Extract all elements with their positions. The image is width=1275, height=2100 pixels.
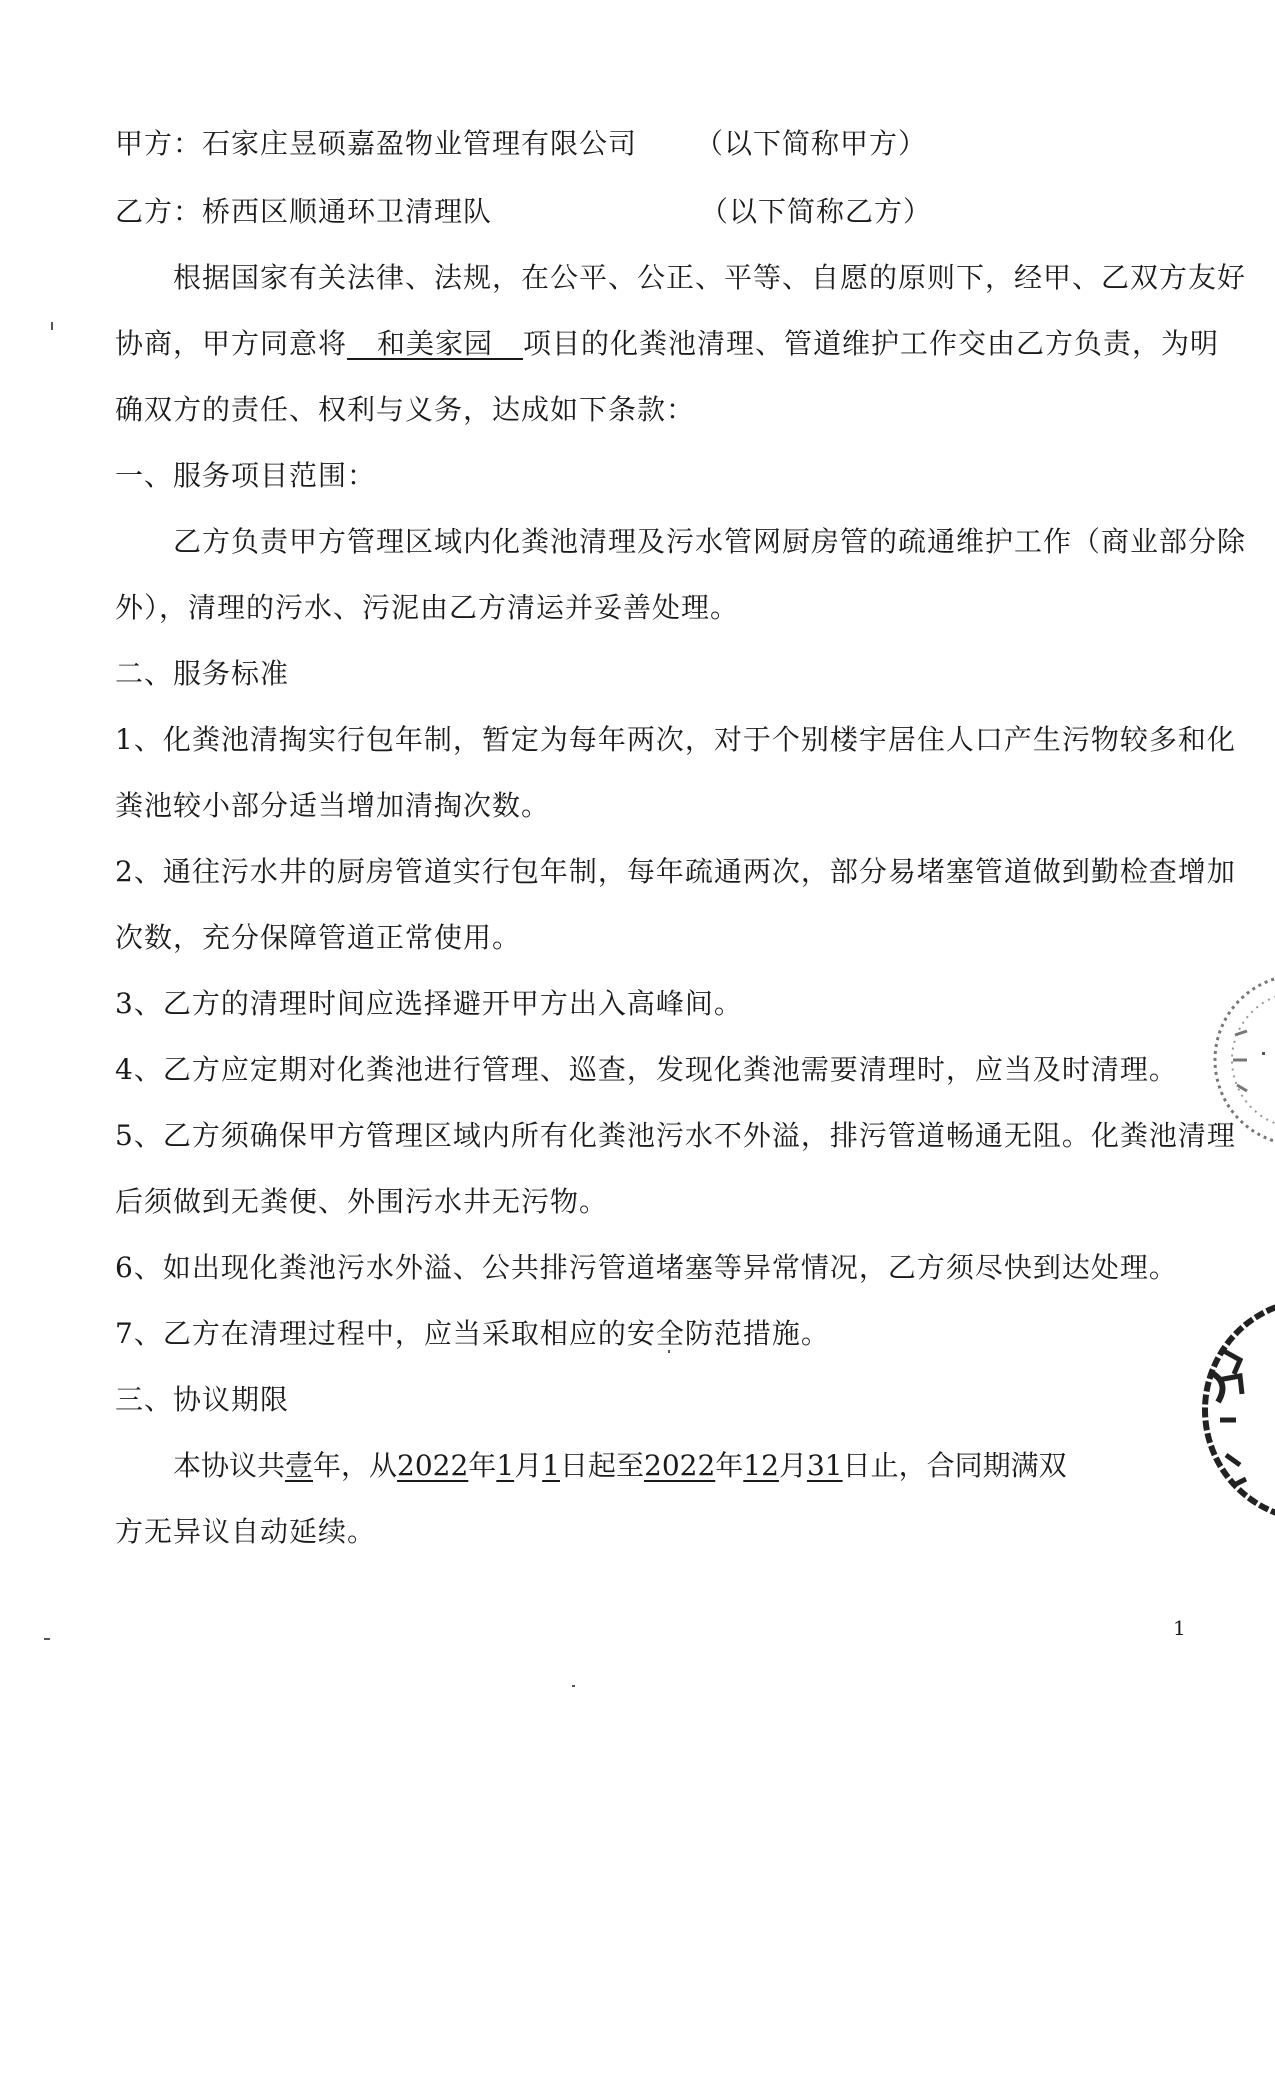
section-3-term-line (115, 1446, 1185, 1486)
section-1-heading: 一、服务项目范围： (115, 459, 377, 492)
section-2-item-2-line-2: 次数，充分保障管道正常使用。 (115, 921, 522, 954)
section-2-item-7: 7、乙方在清理过程中，应当采取相应的安全防范措施。 (115, 1317, 830, 1350)
party-b-label: 乙方： (115, 195, 203, 228)
scan-speck (1262, 1052, 1265, 1055)
section-2-item-3: 3、乙方的清理时间应选择避开甲方出入高峰间。 (115, 987, 743, 1020)
party-a-label: 甲方： (115, 127, 203, 160)
intro-line-3: 确双方的责任、权利与义务，达成如下条款： (115, 393, 696, 426)
section-1-line-2: 外），清理的污水、污泥由乙方清运并妥善处理。 (115, 591, 740, 624)
term-end-day: 31 (806, 1449, 843, 1482)
section-2-item-2-line-1: 2、通往污水井的厨房管道实行包年制，每年疏通两次，部分易堵塞管道做到勤检查增加 (115, 855, 1236, 888)
term-text-7: 月 (778, 1449, 807, 1482)
section-2-item-6: 6、如出现化粪池污水外溢、公共排污管道堵塞等异常情况，乙方须尽快到达处理。 (115, 1251, 1178, 1284)
intro-line-2-after: 项目的化粪池清理、管道维护工作交由乙方负责，为明 (523, 327, 1220, 360)
party-b-line (115, 192, 1185, 232)
party-a-line (115, 124, 1185, 164)
section-3-line-2: 方无异议自动延续。 (115, 1515, 377, 1548)
seal-partial-lower-icon (1200, 1280, 1275, 1540)
section-2-item-5-line-2: 后须做到无粪便、外围污水井无污物。 (115, 1185, 609, 1218)
section-3-heading: 三、协议期限 (115, 1383, 290, 1416)
intro-line-2 (115, 324, 1220, 364)
term-text-3: 年 (468, 1449, 497, 1482)
party-b-name: 桥西区顺通环卫清理队 (202, 195, 493, 228)
term-text-4: 月 (514, 1449, 543, 1482)
term-start-month: 1 (496, 1449, 515, 1482)
project-name: __和美家园__ (347, 327, 524, 360)
term-text-1: 本协议共 (173, 1449, 286, 1482)
term-start-year: 2022 (397, 1449, 469, 1482)
intro-line-2-before: 协商，甲方同意将 (115, 327, 348, 360)
term-end-year: 2022 (644, 1449, 716, 1482)
term-text-5: 日起至 (560, 1449, 645, 1482)
scan-speck (572, 1685, 575, 1687)
seal-partial-upper-icon (1205, 960, 1275, 1160)
term-end-month: 12 (743, 1449, 779, 1482)
section-2-heading: 二、服务标准 (115, 657, 290, 690)
term-years: 壹 (285, 1449, 314, 1482)
term-start-day: 1 (542, 1449, 560, 1482)
term-text-6: 年 (715, 1449, 744, 1482)
scan-speck (668, 1350, 670, 1353)
section-1-line-1: 乙方负责甲方管理区域内化粪池清理及污水管网厨房管的疏通维护工作（商业部分除 (173, 525, 1247, 558)
page-number: 1 (1173, 1616, 1186, 1640)
party-a-name: 石家庄昱硕嘉盈物业管理有限公司 (202, 127, 638, 160)
term-text-2: 年，从 (313, 1449, 398, 1482)
scan-speck (44, 1638, 50, 1640)
section-2-item-1-line-1: 1、化粪池清掏实行包年制，暂定为每年两次，对于个别楼宇居住人口产生污物较多和化 (115, 723, 1236, 756)
section-2-item-1-line-2: 粪池较小部分适当增加清掏次数。 (115, 789, 551, 822)
term-text-8: 日止，合同期满双 (842, 1449, 1067, 1482)
section-2-item-5-line-1: 5、乙方须确保甲方管理区域内所有化粪池污水不外溢，排污管道畅通无阻。化粪池清理 (115, 1119, 1236, 1152)
section-2-item-4: 4、乙方应定期对化粪池进行管理、巡查，发现化粪池需要清理时，应当及时清理。 (115, 1053, 1178, 1086)
party-a-note: （以下简称甲方） (695, 127, 928, 160)
scan-speck (51, 322, 53, 330)
party-b-note: （以下简称乙方） (700, 195, 933, 228)
intro-line-1: 根据国家有关法律、法规，在公平、公正、平等、自愿的原则下，经甲、乙双方友好 (173, 261, 1247, 294)
